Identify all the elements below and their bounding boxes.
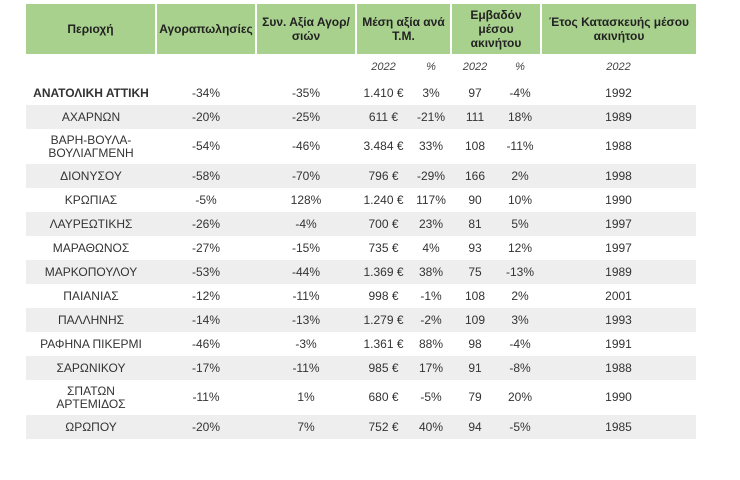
cell-area: ΩΡΩΠΟΥ	[26, 415, 156, 439]
cell-total-value: 128%	[256, 188, 356, 212]
subheader-year-year: 2022	[541, 54, 696, 81]
cell-avg-value: 1.410 €	[356, 81, 411, 105]
area-name-line-1: ΒΑΡΗ-ΒΟΥΛΑ-	[50, 132, 132, 147]
table-header	[26, 4, 696, 54]
cell-avg-year: 1997	[541, 212, 696, 236]
cell-avg-value: 735 €	[356, 236, 411, 260]
cell-sales: -46%	[156, 332, 256, 356]
cell-avg-value: 1.361 €	[356, 332, 411, 356]
cell-area	[26, 380, 156, 415]
cell-avg-value: 611 €	[356, 105, 411, 129]
table-row	[26, 212, 696, 236]
cell-avg-size: 81	[451, 212, 499, 236]
cell-area: ΠΑΛΛΗΝΗΣ	[26, 308, 156, 332]
header-sales: Αγοραπωλησίες	[156, 4, 256, 54]
cell-total-value: -11%	[256, 356, 356, 380]
cell-avg-year: 1993	[541, 308, 696, 332]
cell-total-value: -3%	[256, 332, 356, 356]
cell-avg-size-pct: -13%	[499, 260, 541, 284]
real-estate-table-container	[26, 4, 696, 439]
table-row	[26, 260, 696, 284]
cell-sales: -26%	[156, 212, 256, 236]
cell-avg-size: 166	[451, 164, 499, 188]
cell-avg-size-pct: 2%	[499, 284, 541, 308]
cell-avg-year: 2001	[541, 284, 696, 308]
header-total-value: Συν. Αξία Αγορ/σιών	[256, 4, 356, 54]
table-row	[26, 380, 696, 415]
table-row	[26, 236, 696, 260]
cell-avg-year: 1989	[541, 105, 696, 129]
table-row	[26, 164, 696, 188]
cell-sales: -14%	[156, 308, 256, 332]
subheader-row	[26, 54, 696, 81]
cell-total-value: -70%	[256, 164, 356, 188]
cell-area: ΣΑΡΩΝΙΚΟΥ	[26, 356, 156, 380]
cell-avg-value-pct: 3%	[411, 81, 451, 105]
cell-sales: -12%	[156, 284, 256, 308]
cell-total-value: -46%	[256, 129, 356, 164]
subheader-blank	[256, 54, 356, 81]
table-row	[26, 332, 696, 356]
header-avg-value: Μέση αξία ανά Τ.Μ.	[356, 4, 451, 54]
cell-avg-value: 1.369 €	[356, 260, 411, 284]
cell-avg-value-pct: 23%	[411, 212, 451, 236]
table-body	[26, 54, 696, 439]
subheader-blank	[26, 54, 156, 81]
cell-avg-size-pct: 2%	[499, 164, 541, 188]
cell-avg-year: 1998	[541, 164, 696, 188]
cell-avg-size: 75	[451, 260, 499, 284]
cell-avg-size-pct: 12%	[499, 236, 541, 260]
cell-avg-size: 97	[451, 81, 499, 105]
cell-avg-size-pct: -4%	[499, 332, 541, 356]
table-row	[26, 308, 696, 332]
cell-avg-year: 1989	[541, 260, 696, 284]
cell-avg-size-pct: 10%	[499, 188, 541, 212]
cell-avg-size: 111	[451, 105, 499, 129]
cell-sales: -5%	[156, 188, 256, 212]
cell-avg-size: 98	[451, 332, 499, 356]
cell-area: ΜΑΡΑΘΩΝΟΣ	[26, 236, 156, 260]
cell-avg-value-pct: -21%	[411, 105, 451, 129]
cell-area	[26, 129, 156, 164]
cell-avg-value-pct: 38%	[411, 260, 451, 284]
cell-avg-size-pct: 3%	[499, 308, 541, 332]
cell-sales: -34%	[156, 81, 256, 105]
cell-avg-size: 90	[451, 188, 499, 212]
cell-sales: -11%	[156, 380, 256, 415]
cell-avg-size: 109	[451, 308, 499, 332]
subheader-value-year: 2022	[356, 54, 411, 81]
cell-avg-year: 1990	[541, 380, 696, 415]
subheader-blank	[156, 54, 256, 81]
cell-total-value: -35%	[256, 81, 356, 105]
cell-area: ΜΑΡΚΟΠΟΥΛΟΥ	[26, 260, 156, 284]
table-row	[26, 188, 696, 212]
cell-avg-value-pct: 117%	[411, 188, 451, 212]
header-row	[26, 4, 696, 54]
cell-avg-value: 1.240 €	[356, 188, 411, 212]
cell-sales: -20%	[156, 415, 256, 439]
cell-avg-value-pct: 17%	[411, 356, 451, 380]
cell-avg-value-pct: -1%	[411, 284, 451, 308]
cell-total-value: -13%	[256, 308, 356, 332]
cell-avg-value-pct: 4%	[411, 236, 451, 260]
cell-avg-value: 700 €	[356, 212, 411, 236]
cell-avg-size-pct: -11%	[499, 129, 541, 164]
cell-avg-size: 79	[451, 380, 499, 415]
cell-avg-value-pct: -29%	[411, 164, 451, 188]
cell-avg-year: 1988	[541, 356, 696, 380]
cell-avg-size: 94	[451, 415, 499, 439]
cell-total-value: -44%	[256, 260, 356, 284]
table-row	[26, 356, 696, 380]
cell-avg-value: 796 €	[356, 164, 411, 188]
table-row	[26, 81, 696, 105]
cell-avg-value-pct: -5%	[411, 380, 451, 415]
cell-area: ΑΧΑΡΝΩΝ	[26, 105, 156, 129]
cell-total-value: -25%	[256, 105, 356, 129]
cell-total-value: 1%	[256, 380, 356, 415]
cell-total-value: -4%	[256, 212, 356, 236]
cell-avg-year: 1988	[541, 129, 696, 164]
cell-avg-size-pct: -4%	[499, 81, 541, 105]
cell-avg-value: 680 €	[356, 380, 411, 415]
table-row	[26, 129, 696, 164]
header-area: Περιοχή	[26, 4, 156, 54]
header-avg-size: Εμβαδόν μέσου ακινήτου	[451, 4, 541, 54]
cell-area: ΡΑΦΗΝΑ ΠΙΚΕΡΜΙ	[26, 332, 156, 356]
subheader-size-year: 2022	[451, 54, 499, 81]
cell-avg-value-pct: -2%	[411, 308, 451, 332]
cell-avg-size: 108	[451, 284, 499, 308]
cell-area: ΔΙΟΝΥΣΟΥ	[26, 164, 156, 188]
real-estate-table	[26, 4, 696, 439]
subheader-value-pct: %	[411, 54, 451, 81]
cell-avg-year: 1985	[541, 415, 696, 439]
cell-avg-value-pct: 33%	[411, 129, 451, 164]
cell-area: ΚΡΩΠΙΑΣ	[26, 188, 156, 212]
cell-avg-value: 985 €	[356, 356, 411, 380]
cell-area: ΛΑΥΡΕΩΤΙΚΗΣ	[26, 212, 156, 236]
area-name-line-2: ΒΟΥΛΙΑΓΜΕΝΗ	[48, 145, 134, 160]
subheader-size-pct: %	[499, 54, 541, 81]
cell-avg-size-pct: 18%	[499, 105, 541, 129]
cell-avg-value: 752 €	[356, 415, 411, 439]
cell-area: ΑΝΑΤΟΛΙΚΗ ΑΤΤΙΚΗ	[26, 81, 156, 105]
cell-avg-size-pct: -8%	[499, 356, 541, 380]
cell-avg-year: 1992	[541, 81, 696, 105]
cell-total-value: -15%	[256, 236, 356, 260]
cell-avg-size-pct: 20%	[499, 380, 541, 415]
cell-avg-year: 1990	[541, 188, 696, 212]
table-row	[26, 415, 696, 439]
cell-avg-size: 91	[451, 356, 499, 380]
cell-sales: -54%	[156, 129, 256, 164]
cell-avg-size-pct: -5%	[499, 415, 541, 439]
area-name-line-1: ΣΠΑΤΩΝ	[67, 383, 115, 398]
cell-avg-value: 3.484 €	[356, 129, 411, 164]
cell-avg-value-pct: 88%	[411, 332, 451, 356]
cell-sales: -17%	[156, 356, 256, 380]
cell-sales: -53%	[156, 260, 256, 284]
cell-sales: -58%	[156, 164, 256, 188]
cell-avg-year: 1997	[541, 236, 696, 260]
area-name-line-2: ΑΡΤΕΜΙΔΟΣ	[56, 396, 126, 411]
cell-total-value: -11%	[256, 284, 356, 308]
cell-avg-size: 108	[451, 129, 499, 164]
cell-avg-size-pct: 5%	[499, 212, 541, 236]
table-row	[26, 105, 696, 129]
header-avg-year: Έτος Κατασκευής μέσου ακινήτου	[541, 4, 696, 54]
cell-total-value: 7%	[256, 415, 356, 439]
cell-avg-value: 998 €	[356, 284, 411, 308]
cell-sales: -20%	[156, 105, 256, 129]
cell-avg-year: 1991	[541, 332, 696, 356]
cell-sales: -27%	[156, 236, 256, 260]
cell-avg-value-pct: 40%	[411, 415, 451, 439]
cell-avg-value: 1.279 €	[356, 308, 411, 332]
cell-avg-size: 93	[451, 236, 499, 260]
cell-area: ΠΑΙΑΝΙΑΣ	[26, 284, 156, 308]
table-row	[26, 284, 696, 308]
